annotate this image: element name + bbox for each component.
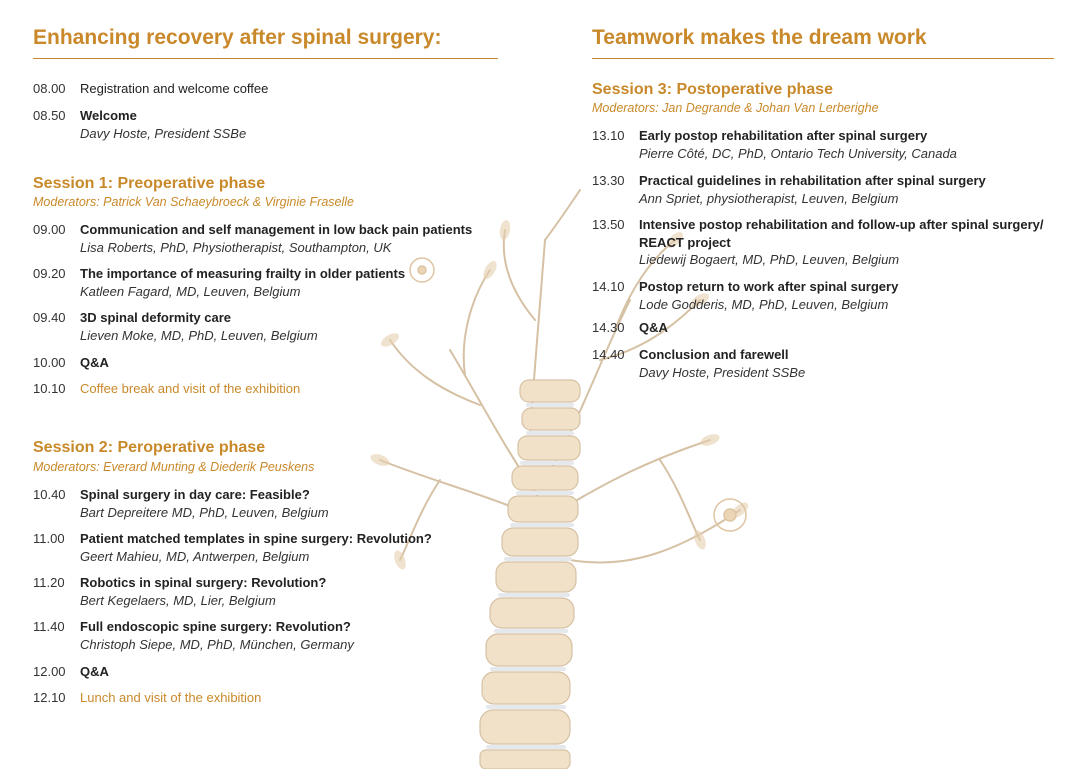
item-speaker: Christoph Siepe, MD, PhD, München, Germany [80,636,354,652]
item-title: Intensive postop rehabilitation and follow-up after spinal surgery/ REACT project [639,217,1044,250]
item-speaker: Lisa Roberts, PhD, Physiotherapist, Southampton, UK [80,239,392,255]
item-speaker: Bert Kegelaers, MD, Lier, Belgium [80,592,276,608]
item-time: 14.30 [592,320,625,335]
program-item [592,172,1054,207]
program-item [33,265,498,300]
program-item [592,346,1054,381]
item-time: 10.40 [33,487,66,502]
item-time: 09.20 [33,266,66,281]
item-title: Welcome [80,108,137,123]
session-3-title: Session 3: Postoperative phase [592,81,833,98]
item-title: Spinal surgery in day care: Feasible? [80,487,310,502]
item-time: 13.10 [592,128,625,143]
program-item [592,319,1054,337]
item-title: Registration and welcome coffee [80,81,269,96]
program-item [33,354,498,372]
right-heading: Teamwork makes the dream work [592,26,1054,59]
item-title: Early postop rehabilitation after spinal surgery [639,128,928,143]
program-item [33,221,498,256]
item-time: 14.10 [592,279,625,294]
item-time: 13.50 [592,217,625,232]
program-item [33,689,498,707]
item-time: 09.00 [33,222,66,237]
program-item [592,278,1054,313]
item-time: 08.50 [33,108,66,123]
program-item [33,107,498,142]
item-time: 12.10 [33,690,66,705]
program-item [33,309,498,344]
item-title: Lunch and visit of the exhibition [80,690,262,705]
item-time: 09.40 [33,310,66,325]
session-2-moderators: Moderators: Everard Munting & Diederik Peuskens [33,460,315,474]
item-time: 08.00 [33,81,66,96]
item-title: Robotics in spinal surgery: Revolution? [80,575,327,590]
program-item [33,574,498,609]
item-title: The importance of measuring frailty in older patients [80,266,406,281]
item-speaker: Ann Spriet, physiotherapist, Leuven, Belgium [639,190,899,206]
left-heading: Enhancing recovery after spinal surgery: [33,26,498,59]
item-time: 11.00 [33,531,65,546]
item-time: 10.00 [33,355,66,370]
session-2-title: Session 2: Peroperative phase [33,439,266,456]
item-title: Communication and self management in low back pain patients [80,222,473,237]
item-title: Postop return to work after spinal surgery [639,279,899,294]
item-title: Patient matched templates in spine surgery: Revolution? [80,531,432,546]
item-time: 13.30 [592,173,625,188]
item-title: Full endoscopic spine surgery: Revolution? [80,619,351,634]
item-speaker: Davy Hoste, President SSBe [639,364,806,380]
item-speaker: Pierre Côté, DC, PhD, Ontario Tech University, Canada [639,145,957,161]
item-speaker: Geert Mahieu, MD, Antwerpen, Belgium [80,548,310,564]
item-title: Q&A [80,355,109,370]
program-item [33,80,498,98]
item-time: 10.10 [33,381,66,396]
session-3-moderators: Moderators: Jan Degrande & Johan Van Lerberighe [592,101,879,115]
session-1-title: Session 1: Preoperative phase [33,175,266,192]
program-item [33,486,498,521]
session-1-moderators: Moderators: Patrick Van Schaeybroeck & Virginie Fraselle [33,195,354,209]
item-speaker: Bart Depreitere MD, PhD, Leuven, Belgium [80,504,329,520]
item-title: Q&A [80,664,109,679]
item-speaker: Lode Godderis, MD, PhD, Leuven, Belgium [639,296,889,312]
item-speaker: Liedewij Bogaert, MD, PhD, Leuven, Belgium [639,252,900,267]
item-title: Conclusion and farewell [639,347,789,362]
item-title: Practical guidelines in rehabilitation after spinal surgery [639,173,986,188]
item-time: 11.20 [33,575,65,590]
program-item [33,530,498,565]
item-title: Q&A [639,320,668,335]
program-item [33,663,498,681]
item-title: 3D spinal deformity care [80,310,231,325]
program-item [33,380,498,398]
item-speaker: Lieven Moke, MD, PhD, Leuven, Belgium [80,327,318,343]
item-speaker: Katleen Fagard, MD, Leuven, Belgium [80,283,301,299]
program-item [33,618,498,653]
item-title: Coffee break and visit of the exhibition [80,381,301,396]
program-item [592,216,1054,269]
item-speaker: Davy Hoste, President SSBe [80,125,247,141]
program-item [592,127,1054,162]
item-time: 12.00 [33,664,66,679]
item-time: 14.40 [592,347,625,362]
item-time: 11.40 [33,619,65,634]
